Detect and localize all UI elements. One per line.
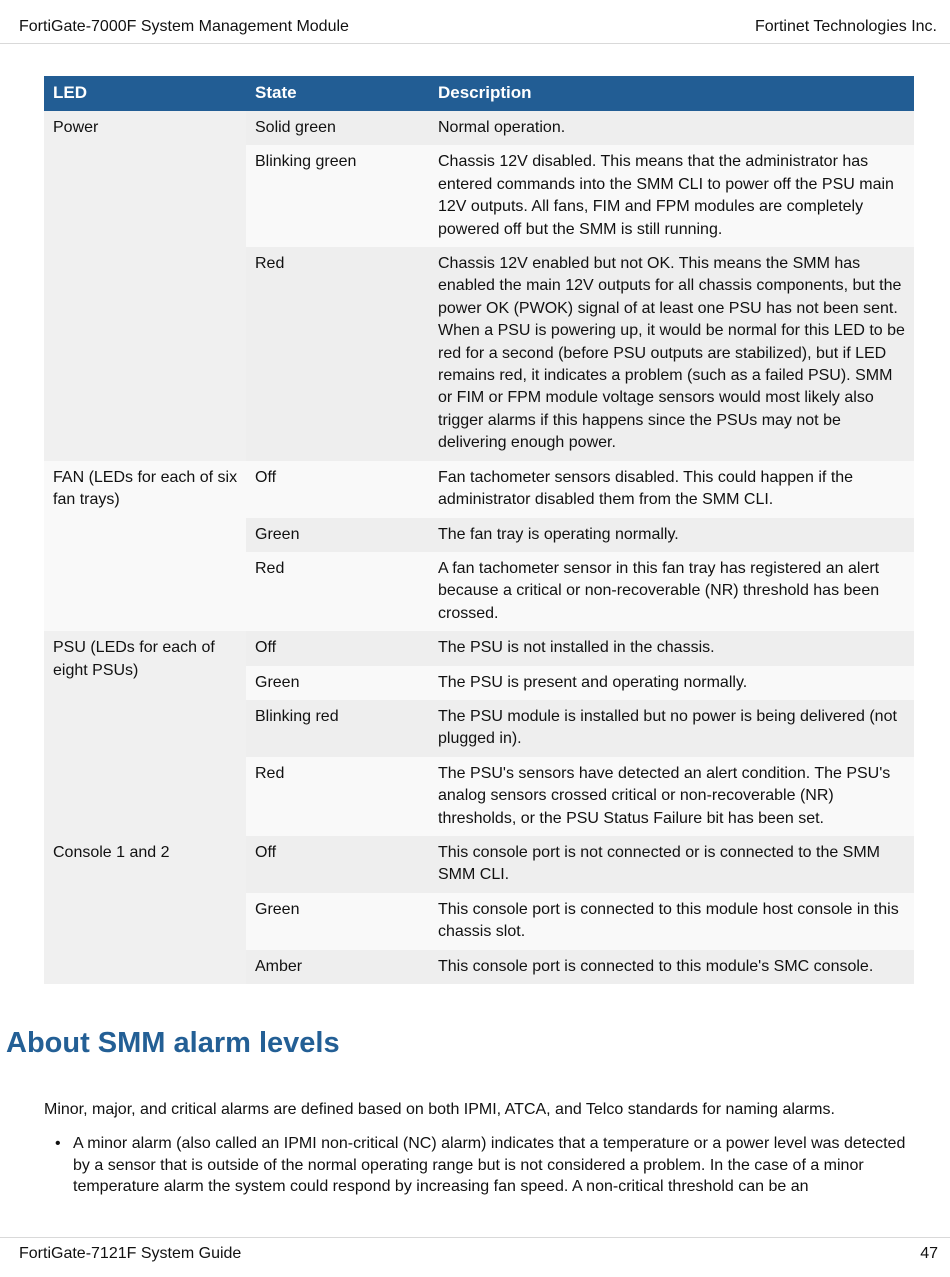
description-cell: A fan tachometer sensor in this fan tray has registered an alert because a critical or non-recoverable (NR) threshold has been crossed. xyxy=(429,552,914,631)
description-cell: Fan tachometer sensors disabled. This could happen if the administrator disabled them from the SMM CLI. xyxy=(429,461,914,518)
state-cell: Off xyxy=(246,461,429,518)
state-cell: Red xyxy=(246,247,429,461)
state-cell: Red xyxy=(246,757,429,836)
list-item-text: A minor alarm (also called an IPMI non-critical (NC) alarm) indicates that a temperature or a power level was detected by a sensor that is outside of the normal operating range but is not considered a problem. In the case of a minor temperature alarm the system could respond by increasing fan speed. A non-critical threshold can be an xyxy=(73,1135,906,1196)
description-cell: This console port is not connected or is connected to the SMM SMM CLI. xyxy=(429,836,914,893)
header-company: Fortinet Technologies Inc. xyxy=(754,18,937,35)
state-cell: Blinking red xyxy=(246,700,429,757)
column-header-led: LED xyxy=(44,76,246,111)
column-header-description: Description xyxy=(429,76,914,111)
description-cell: This console port is connected to this module host console in this chassis slot. xyxy=(429,893,914,950)
page-footer xyxy=(0,1237,950,1277)
led-status-table xyxy=(44,76,914,984)
state-cell: Off xyxy=(246,836,429,893)
led-name-cell: PSU (LEDs for each of eight PSUs) xyxy=(44,631,246,836)
bullet-icon: • xyxy=(55,1135,61,1152)
header-doc-title: FortiGate-7000F System Management Module xyxy=(19,18,349,35)
table-row xyxy=(44,111,914,145)
led-name-cell: Console 1 and 2 xyxy=(44,836,246,984)
state-cell: Solid green xyxy=(246,111,429,145)
state-cell: Red xyxy=(246,552,429,631)
state-cell: Green xyxy=(246,666,429,700)
state-cell: Green xyxy=(246,518,429,552)
description-cell: Chassis 12V enabled but not OK. This means the SMM has enabled the main 12V outputs for all chassis components, but the power OK (PWOK) signal of at least one PSU has not been sent. When a PSU is powering up, it would be normal for this LED to be red for a second (before PSU outputs are stabilized), but if LED remains red, it indicates a problem (such as a failed PSU). SMM or FIM or FPM module voltage sensors would most likely also trigger alarms if this happens since the PSUs may not be delivering enough power. xyxy=(429,247,914,461)
footer-guide-title: FortiGate-7121F System Guide xyxy=(19,1245,242,1262)
description-cell: The fan tray is operating normally. xyxy=(429,518,914,552)
list-item xyxy=(44,1133,914,1198)
description-cell: The PSU's sensors have detected an alert condition. The PSU's analog sensors crossed critical or non-recoverable (NR) thresholds, or the PSU Status Failure bit has been set. xyxy=(429,757,914,836)
description-cell: The PSU is present and operating normally. xyxy=(429,666,914,700)
table-row xyxy=(44,461,914,518)
section-intro: Minor, major, and critical alarms are defined based on both IPMI, ATCA, and Telco standards for naming alarms. xyxy=(44,1101,835,1118)
description-cell: This console port is connected to this module's SMC console. xyxy=(429,950,914,984)
led-name-cell: FAN (LEDs for each of six fan trays) xyxy=(44,461,246,631)
page-number: 47 xyxy=(920,1245,938,1262)
state-cell: Amber xyxy=(246,950,429,984)
description-cell: The PSU is not installed in the chassis. xyxy=(429,631,914,665)
table-row xyxy=(44,631,914,665)
state-cell: Blinking green xyxy=(246,145,429,247)
bullet-list xyxy=(44,1133,914,1198)
page-header xyxy=(0,0,950,44)
led-name-cell: Power xyxy=(44,111,246,461)
table-row xyxy=(44,836,914,893)
column-header-state: State xyxy=(246,76,429,111)
description-cell: Chassis 12V disabled. This means that the administrator has entered commands into the SMM CLI to power off the PSU main 12V outputs. All fans, FIM and FPM modules are completely powered off but the SMM is still running. xyxy=(429,145,914,247)
state-cell: Green xyxy=(246,893,429,950)
description-cell: The PSU module is installed but no power is being delivered (not plugged in). xyxy=(429,700,914,757)
state-cell: Off xyxy=(246,631,429,665)
description-cell: Normal operation. xyxy=(429,111,914,145)
section-heading: About SMM alarm levels xyxy=(6,1027,340,1059)
table-header-row xyxy=(44,76,914,111)
